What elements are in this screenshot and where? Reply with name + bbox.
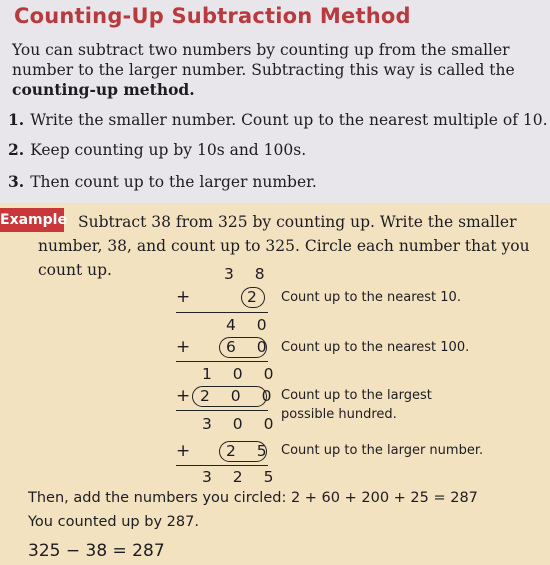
step-2 — [8, 140, 306, 159]
note-1: Count up to the nearest 10. — [281, 290, 461, 305]
example-tag: Example — [0, 208, 64, 232]
step-text: Then count up to the larger number. — [30, 173, 317, 191]
sum-line — [176, 361, 268, 362]
circled-addend-1: 2 — [247, 288, 265, 306]
note-3b: possible hundred. — [281, 407, 397, 422]
sum-of-circled-line: Then, add the numbers you circled: 2 + 60 + 200 + 25 = 287 — [28, 490, 478, 506]
sum-4: 3 2 5 — [202, 468, 282, 486]
sum-line — [176, 312, 268, 313]
sum-3: 3 0 0 — [202, 415, 282, 433]
step-1 — [8, 110, 548, 129]
note-2: Count up to the nearest 100. — [281, 340, 470, 355]
example-text: Subtract 38 from 325 by counting up. Write the smaller number, 38, and count up to 325. Circle each number that you count up. — [38, 213, 530, 279]
start-number: 3 8 — [224, 265, 273, 283]
sum-line — [176, 465, 268, 466]
note-4: Count up to the larger number. — [281, 443, 484, 458]
final-equation: 325 − 38 = 287 — [28, 541, 165, 561]
circled-addend-3: 2 0 0 — [200, 387, 280, 405]
step-3 — [8, 172, 317, 191]
step-text: Write the smaller number. Count up to the nearest multiple of 10. — [30, 111, 548, 129]
page-title: Counting-Up Subtraction Method — [14, 4, 411, 28]
sum-1: 4 0 — [226, 316, 275, 334]
intro-text: You can subtract two numbers by counting up from the smaller number to the larger number. Subtracting this way is called the — [12, 41, 515, 79]
intro-bold-term: counting-up method. — [12, 80, 195, 99]
step-number: 2. — [8, 140, 25, 159]
counted-up-line: You counted up by 287. — [28, 514, 199, 530]
sum-line — [176, 410, 268, 411]
sum-2: 1 0 0 — [202, 365, 282, 383]
circled-addend-2: 6 0 — [226, 338, 275, 356]
plus-sign: + — [176, 441, 191, 461]
circled-addend-4: 2 5 — [226, 442, 275, 460]
step-number: 1. — [8, 110, 25, 129]
plus-sign: + — [176, 386, 191, 406]
step-text: Keep counting up by 10s and 100s. — [30, 141, 307, 159]
step-number: 3. — [8, 172, 25, 191]
intro-paragraph — [12, 40, 542, 100]
note-3a: Count up to the largest — [281, 388, 432, 403]
plus-sign: + — [176, 287, 191, 307]
plus-sign: + — [176, 337, 191, 357]
